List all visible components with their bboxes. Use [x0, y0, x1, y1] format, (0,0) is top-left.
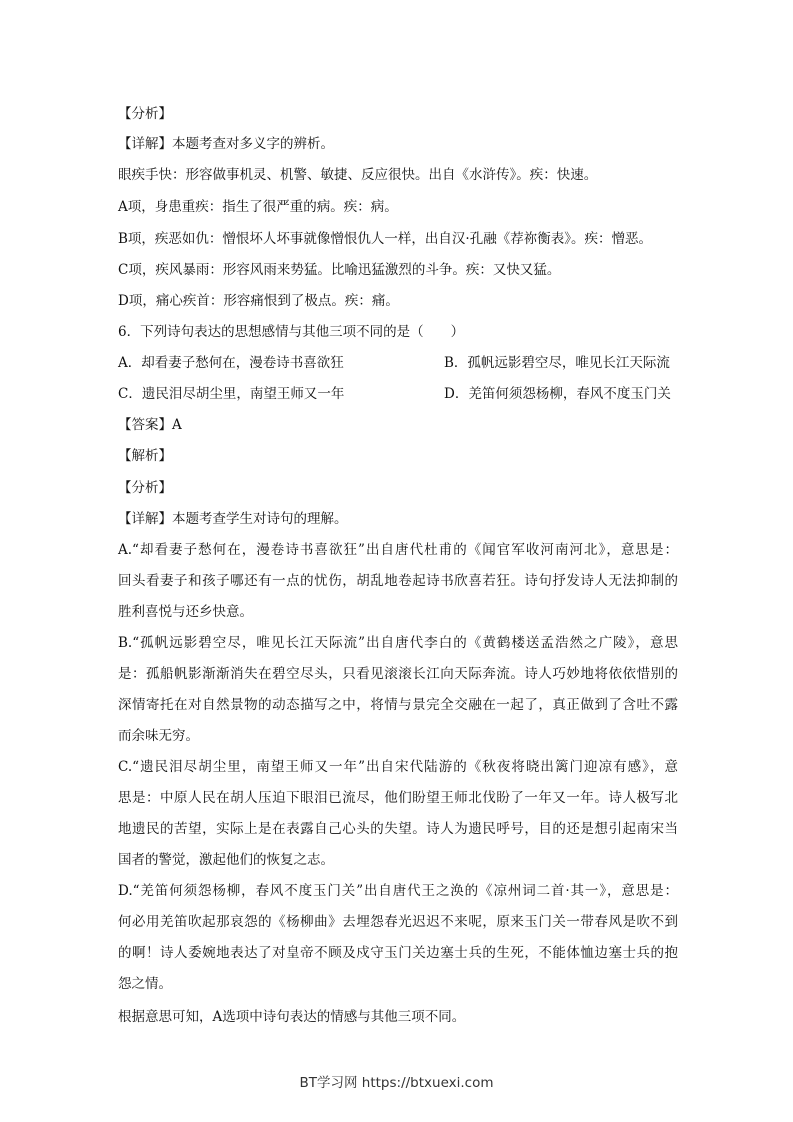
paragraph-c-line: C.“遗民泪尽胡尘里，南望王师又一年”出自宋代陆游的《秋夜将晓出篱门迎凉有感》，意	[118, 759, 678, 775]
option-c: C．遗民泪尽胡尘里，南望王师又一年	[118, 386, 345, 402]
paragraph-d-line: D.“羌笛何须怨杨柳，春风不度玉门关”出自唐代王之涣的《凉州词二首·其一》，意思是：	[118, 883, 678, 899]
section-tag-parse: 【解析】	[118, 448, 172, 464]
explanation-line: 眼疾手快：形容做事机灵、机警、敏捷、反应很快。出自《水浒传》。疾：快速。	[118, 167, 598, 183]
explanation-line: C项，疾风暴雨：形容风雨来势猛。比喻迅猛激烈的斗争。疾：又快又猛。	[118, 262, 561, 278]
paragraph-d-line: 的啊！诗人委婉地表达了对皇帝不顾及戍守玉门关边塞士兵的生死，不能体恤边塞士兵的抱	[118, 945, 678, 961]
conclusion-line: 根据意思可知，A选项中诗句表达的情感与其他三项不同。	[118, 1009, 466, 1025]
explanation-line: A项，身患重疾：指生了很严重的病。疾：病。	[118, 199, 398, 215]
paragraph-a-line: A.“却看妻子愁何在，漫卷诗书喜欲狂”出自唐代杜甫的《闻官军收河南河北》，意思是：	[118, 542, 678, 558]
paragraph-c-line: 国者的警觉，激起他们的恢复之志。	[118, 852, 334, 868]
section-tag-analysis: 【分析】	[118, 480, 172, 496]
explanation-line: D项，痛心疾首：形容痛恨到了极点。疾：痛。	[118, 293, 399, 309]
paragraph-b-line: 是：孤船帆影渐渐消失在碧空尽头，只看见滚滚长江向天际奔流。诗人巧妙地将依依惜别的	[118, 666, 678, 682]
answer-tag: 【答案】A	[118, 417, 182, 433]
paragraph-d-line: 何必用羌笛吹起那哀怨的《杨柳曲》去埋怨春光迟迟不来呢，原来玉门关一带春风是吹不到	[118, 914, 678, 930]
option-d: D．羌笛何须怨杨柳，春风不度玉门关	[444, 386, 671, 402]
option-b: B．孤帆远影碧空尽，唯见长江天际流	[444, 355, 670, 371]
paragraph-c-line: 思是：中原人民在胡人压迫下眼泪已流尽，他们盼望王师北伐盼了一年又一年。诗人极写北	[118, 790, 678, 806]
footer-watermark: BT学习网 https://btxuexi.com	[299, 1075, 494, 1091]
question-stem: 6．下列诗句表达的思想感情与其他三项不同的是（ ）	[118, 324, 465, 340]
paragraph-d-line: 怨之情。	[118, 976, 172, 992]
paragraph-b-line: 而余味无穷。	[118, 728, 199, 744]
section-tag-detail: 【详解】本题考查学生对诗句的理解。	[118, 511, 348, 527]
paragraph-a-line: 回头看妻子和孩子哪还有一点的忧伤，胡乱地卷起诗书欣喜若狂。诗句抒发诗人无法抑制的	[118, 573, 678, 589]
option-a: A．却看妻子愁何在，漫卷诗书喜欲狂	[118, 355, 344, 371]
paragraph-b-line: 深情寄托在对自然景物的动态描写之中，将情与景完全交融在一起了，真正做到了含吐不露	[118, 697, 678, 713]
paragraph-a-line: 胜利喜悦与还乡快意。	[118, 604, 253, 620]
section-tag-analysis: 【分析】	[118, 106, 172, 122]
explanation-line: B项，疾恶如仇：憎恨坏人坏事就像憎恨仇人一样，出自汉·孔融《荐祢衡表》。疾：憎恶。	[118, 231, 652, 247]
section-tag-detail: 【详解】本题考查对多义字的辨析。	[118, 136, 334, 152]
paragraph-c-line: 地遗民的苦望，实际上是在表露自己心头的失望。诗人为遗民呼号，目的还是想引起南宋当	[118, 821, 678, 837]
paragraph-b-line: B.“孤帆远影碧空尽，唯见长江天际流”出自唐代李白的《黄鹤楼送孟浩然之广陵》，意思	[118, 635, 678, 651]
